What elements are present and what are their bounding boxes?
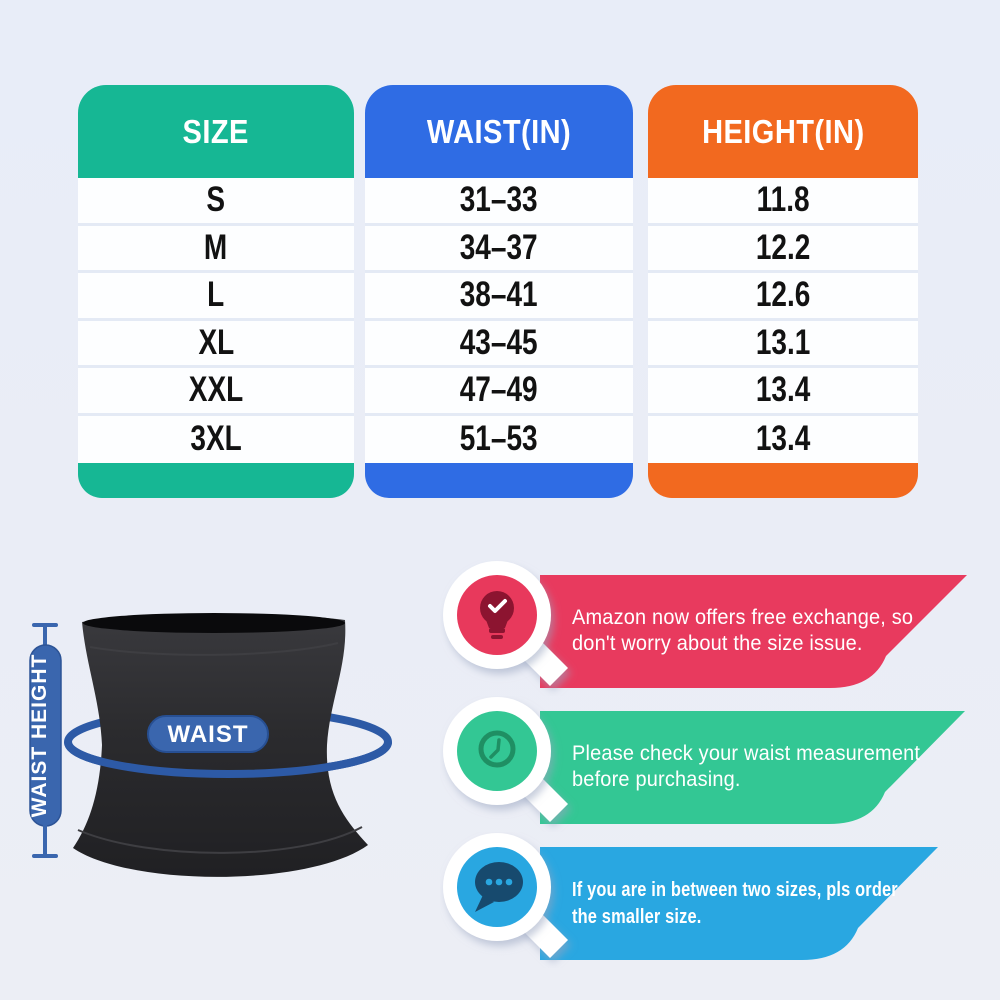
column-footer-bar: [365, 463, 633, 498]
table-cell: L: [78, 273, 354, 321]
table-column-size: [78, 85, 354, 498]
table-cell: 47–49: [365, 368, 633, 416]
note-text: [572, 741, 939, 793]
column-footer-bar: [648, 463, 918, 498]
table-cell: 13.4: [648, 416, 918, 464]
table-cell: 38–41: [365, 273, 633, 321]
note-check-measurement: [440, 696, 985, 832]
column-cells: [365, 178, 633, 463]
note-text: [572, 605, 931, 657]
table-column-height: [648, 85, 918, 498]
note-line: Amazon now offers free exchange, so: [572, 606, 914, 629]
column-cells: [648, 178, 918, 463]
column-footer-bar: [78, 463, 354, 498]
column-header-label: HEIGHT(IN): [701, 112, 865, 150]
waist-trainer-illustration: [10, 595, 440, 905]
table-cell: 12.6: [648, 273, 918, 321]
note-line: don't worry about the size issue.: [572, 632, 863, 655]
note-between-sizes: [440, 832, 985, 968]
note-free-exchange: [440, 560, 985, 696]
column-header-height: [648, 85, 918, 178]
column-header-label: WAIST(IN): [426, 112, 572, 150]
note-line: Please check your waist measurement: [572, 742, 921, 765]
note-line: If you are in between two sizes, pls order: [572, 879, 898, 901]
note-text: [572, 877, 969, 931]
column-cells: [78, 178, 354, 463]
table-cell: 11.8: [648, 178, 918, 226]
table-cell: 13.4: [648, 368, 918, 416]
waist-height-measure: [28, 623, 61, 858]
column-header-label: SIZE: [182, 112, 250, 150]
column-header-size: [78, 85, 354, 178]
waist-label: WAIST: [167, 721, 249, 748]
table-cell: XL: [78, 321, 354, 369]
table-cell: 3XL: [78, 416, 354, 464]
table-cell: 13.1: [648, 321, 918, 369]
table-cell: 43–45: [365, 321, 633, 369]
table-column-waist: [365, 85, 633, 498]
table-cell: S: [78, 178, 354, 226]
table-cell: 34–37: [365, 226, 633, 274]
waist-label-pill: [148, 716, 268, 752]
table-cell: XXL: [78, 368, 354, 416]
table-cell: 31–33: [365, 178, 633, 226]
table-cell: M: [78, 226, 354, 274]
note-line: the smaller size.: [572, 906, 702, 928]
table-cell: 51–53: [365, 416, 633, 464]
column-header-waist: [365, 85, 633, 178]
note-line: before purchasing.: [572, 768, 741, 791]
waist-height-label: WAIST HEIGHT: [28, 653, 51, 818]
table-cell: 12.2: [648, 226, 918, 274]
